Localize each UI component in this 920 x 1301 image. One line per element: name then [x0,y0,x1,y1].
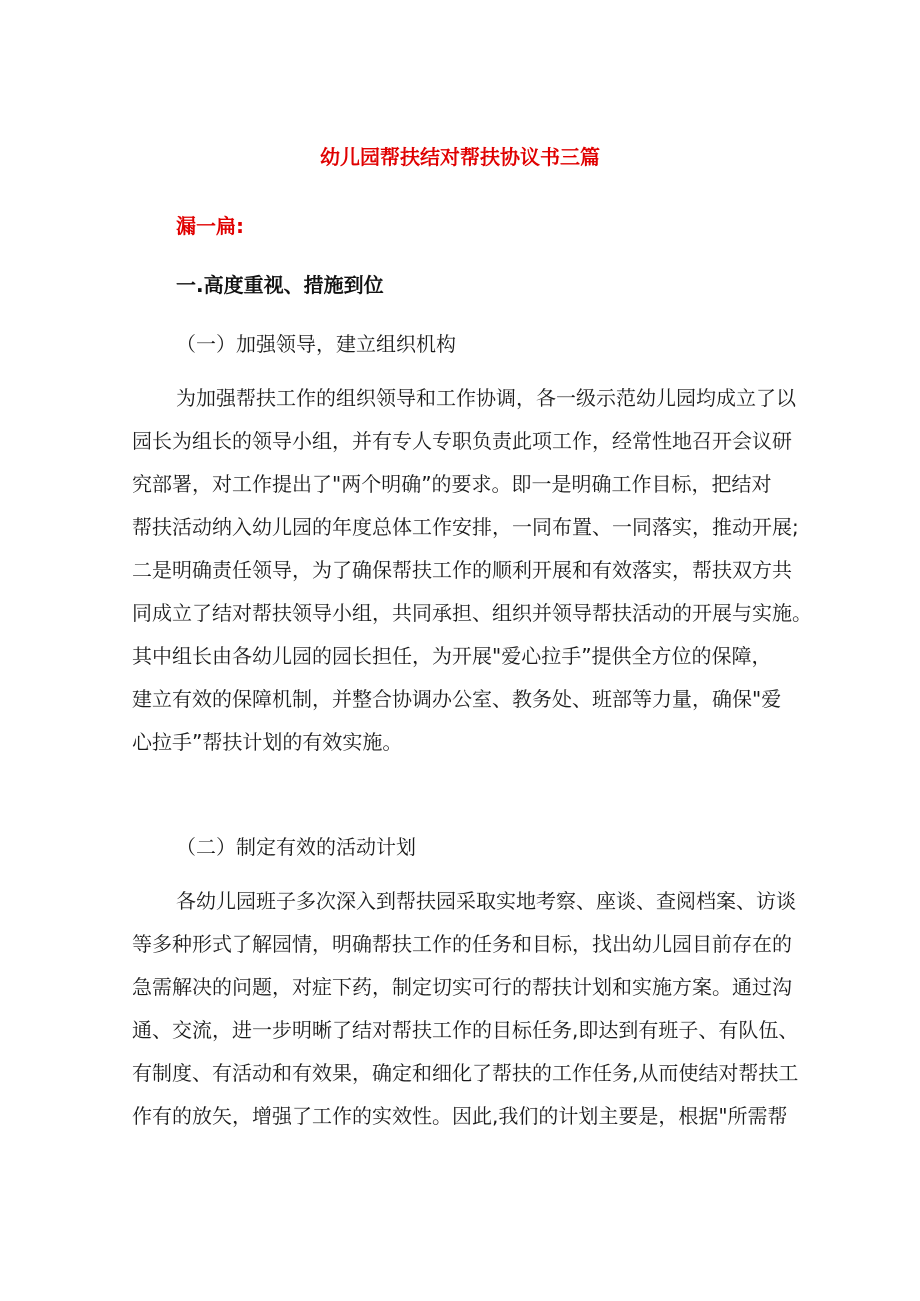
paragraph-1 [132,377,812,764]
paragraph-line: 建立有效的保障机制，并整合协调办公室、教务处、班部等力量，确保"爱 [132,687,782,711]
paragraph-line: 通、交流，进一步明晰了结对帮扶工作的目标任务,即达到有班子、有队伍、 [132,1018,799,1042]
paragraph-line: 有制度、有活动和有效果，确定和细化了帮扶的工作任务,从而使结对帮扶工 [132,1061,799,1085]
part-heading: 漏一扁: [176,214,244,238]
paragraph-line: 作有的放矢，增强了工作的实效性。因此,我们的计划主要是，根据"所需帮 [132,1104,788,1128]
paragraph-line: 同成立了结对帮扶领导小组，共同承担、组织并领导帮扶活动的开展与实施。 [132,601,812,625]
paragraph-line: 园长为组长的领导小组，并有专人专职负责此项工作，经常性地召开会议研 [132,429,792,453]
subsection-heading-1: （一）加强领导，建立组织机构 [176,332,456,356]
paragraph-2 [132,880,798,1138]
paragraph-line: 急需解决的问题，对症下药，制定切实可行的帮扶计划和实施方案。通过沟 [132,975,792,999]
paragraph-line: 各幼儿园班子多次深入到帮扶园采取实地考察、座谈、查阅档案、访谈 [176,889,796,913]
paragraph-line: 为加强帮扶工作的组织领导和工作协调，各一级示范幼儿园均成立了以 [176,386,796,410]
subsection-heading-2: （二）制定有效的活动计划 [176,835,416,859]
paragraph-line: 帮扶活动纳入幼儿园的年度总体工作安排，一同布置、一同落实，推动开展; [132,515,799,539]
paragraph-line: 二是明确责任领导，为了确保帮扶工作的顺利开展和有效落实，帮扶双方共 [132,558,792,582]
paragraph-line: 其中组长由各幼儿园的园长担任，为开展"爱心拉手”提供全方位的保障， [132,644,772,668]
section-heading: 一.高度重视、措施到位 [176,273,384,297]
document-title: 幼儿园帮扶结对帮扶协议书三篇 [320,145,600,169]
paragraph-line: 究部署，对工作提出了"两个明确”的要求。即一是明确工作目标，把结对 [132,472,772,496]
paragraph-line: 心拉手”帮扶计划的有效实施。 [132,730,403,754]
paragraph-line: 等多种形式了解园情，明确帮扶工作的任务和目标，找出幼儿园目前存在的 [132,932,792,956]
